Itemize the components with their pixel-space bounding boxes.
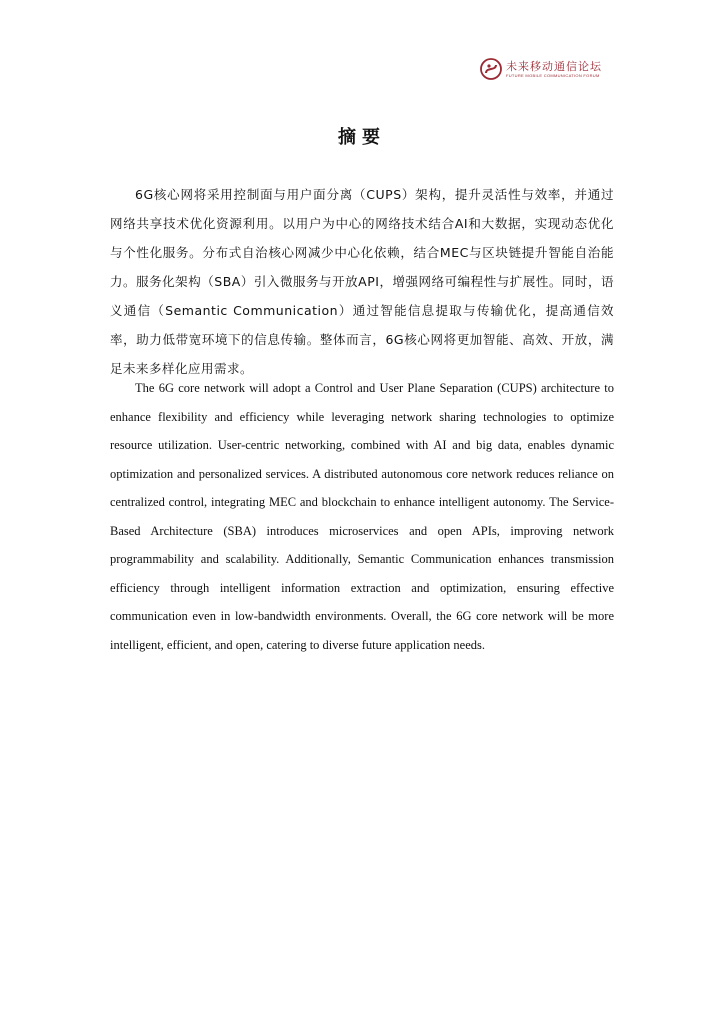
forum-logo-icon [480,58,502,80]
logo-text [506,61,602,78]
logo-text-cn: 未来移动通信论坛 [506,59,602,73]
forum-logo [480,58,602,80]
page-title: 摘要 [338,127,386,148]
logo-text-en: FUTURE MOBILE COMMUNICATION FORUM [506,72,600,78]
abstract-chinese: 6G核心网将采用控制面与用户面分离（CUPS）架构，提升灵活性与效率，并通过网络共享技术优化资源利用。以用户为中心的网络技术结合AI和大数据，实现动态优化与个性化服务。分布式自治核心网减少中心化依赖，结合MEC与区块链提升智能自治能力。服务化架构（SBA）引入微服务与开放API，增强网络可编程性与扩展性。同时，语义通信（Semantic Communication）通过智能信息提取与传输优化，提高通信效率，助力低带宽环境下的信息传输。整体而言，6G核心网将更加智能、高效、开放，满足未来多样化应用需求。 [110,187,614,376]
abstract-english: The 6G core network will adopt a Control and User Plane Separation (CUPS) architecture to enhance flexibility and efficiency while leveraging network sharing technologies to optimize resource utilization. User-centric networking, combined with AI and big data, enables dynamic optimization and personalized services. A distributed autonomous core network reduces reliance on centralized control, integrating MEC and blockchain to enhance intelligent autonomy. The Service-Based Architecture (SBA) introduces microservices and open APIs, improving network programmability and scalability. Additionally, Semantic Communication enhances transmission efficiency through intelligent information extraction and optimization, ensuring effective communication even in low-bandwidth environments. Overall, the 6G core network will be more intelligent, efficient, and open, catering to diverse future application needs. [110,381,614,652]
